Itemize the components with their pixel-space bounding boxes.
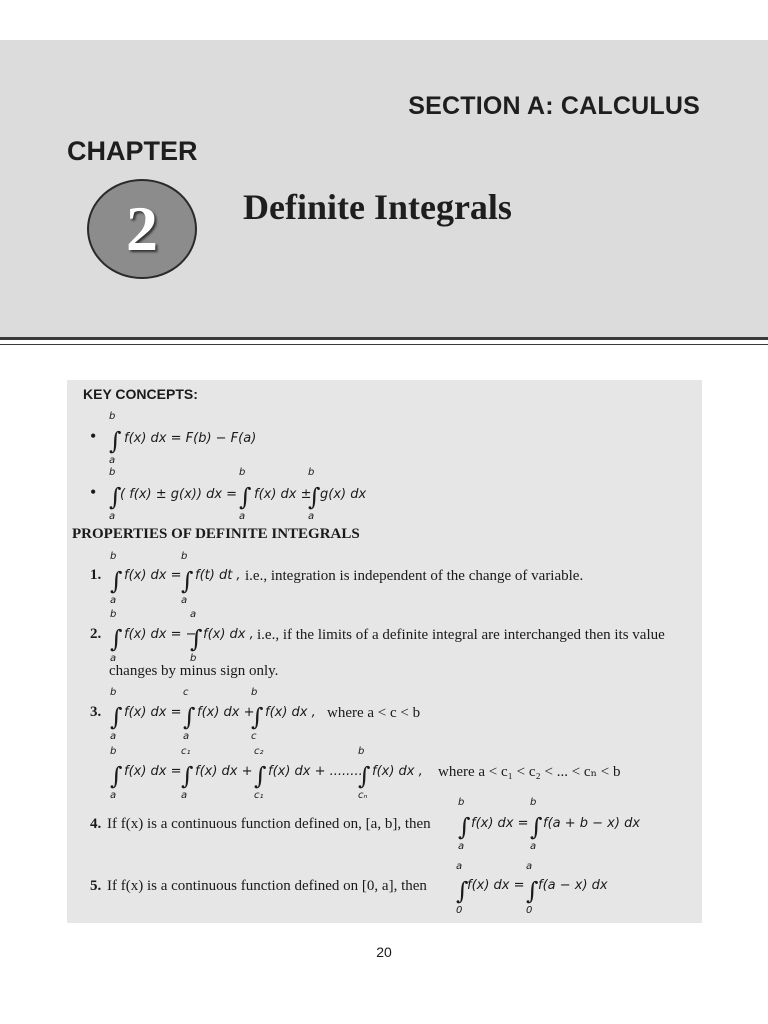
property-4: [90, 798, 700, 856]
integral-symbol: ∫: [109, 483, 122, 511]
lower-limit: a: [110, 790, 117, 801]
integral-sign: [458, 798, 472, 856]
formula-expression: ( f(x) ± g(x)) dx =: [120, 487, 238, 502]
header-rule-thin: [0, 344, 768, 345]
chapter-label: CHAPTER: [67, 136, 198, 166]
header-rule-thick: [0, 337, 768, 340]
property-number: 5.: [90, 878, 102, 894]
lower-limit: a: [183, 731, 190, 742]
upper-limit: b: [109, 467, 116, 478]
lower-limit: a: [181, 595, 188, 606]
property-number: 4.: [90, 816, 102, 832]
formula-expression: f(x) dx =: [124, 764, 182, 779]
lower-limit: 0: [526, 905, 533, 916]
property-3-general: [90, 747, 700, 805]
integral-sign: [110, 610, 124, 668]
formula-expression: f(x) dx = −: [124, 627, 197, 642]
integral-symbol: ∫: [110, 567, 123, 595]
integral-sign: [109, 412, 123, 470]
integral-symbol: ∫: [110, 762, 123, 790]
property-text-continuation: changes by minus sign only.: [109, 663, 279, 679]
chapter-number: 2: [126, 193, 158, 264]
property-number: 2.: [90, 626, 102, 642]
lower-limit: a: [109, 455, 116, 466]
property-number: 3.: [90, 704, 102, 720]
integral-symbol: ∫: [526, 877, 539, 905]
lower-limit: c₁: [254, 790, 264, 801]
formula-expression: f(x) dx =: [471, 816, 529, 831]
formula-expression: f(x) dx ,: [203, 627, 254, 642]
property-3: [90, 688, 700, 746]
integral-symbol: ∫: [110, 703, 123, 731]
integral-symbol: ∫: [358, 762, 371, 790]
upper-limit: b: [110, 551, 117, 562]
property-text: If f(x) is a continuous function defined on [0, a], then: [107, 878, 427, 894]
upper-limit: c₂: [254, 746, 264, 757]
integral-sign: [183, 688, 197, 746]
lower-limit: a: [110, 731, 117, 742]
upper-limit: a: [190, 609, 197, 620]
integral-symbol: ∫: [190, 625, 203, 653]
formula-expression: f(x) dx +: [195, 764, 253, 779]
upper-limit: a: [526, 861, 533, 872]
key-concept-2: [90, 468, 490, 526]
properties-heading: PROPERTIES OF DEFINITE INTEGRALS: [72, 526, 360, 542]
bullet: •: [90, 426, 97, 446]
integral-symbol: ∫: [308, 483, 321, 511]
integral-sign: [181, 552, 195, 610]
lower-limit: a: [458, 841, 465, 852]
upper-limit: b: [181, 551, 188, 562]
formula-expression: f(x) dx ,: [265, 705, 316, 720]
lower-limit: a: [110, 653, 117, 664]
upper-limit: a: [456, 861, 463, 872]
upper-limit: b: [239, 467, 246, 478]
formula-expression: f(a − x) dx: [538, 878, 608, 893]
integral-sign: [181, 747, 195, 805]
integral-sign: [254, 747, 268, 805]
lower-limit: a: [308, 511, 315, 522]
lower-limit: a: [110, 595, 117, 606]
property-text: where a < c₁ < c₂ < ... < cₙ < b: [438, 764, 621, 780]
lower-limit: 0: [456, 905, 463, 916]
integral-symbol: ∫: [251, 703, 264, 731]
lower-limit: cₙ: [358, 790, 368, 801]
integral-symbol: ∫: [458, 813, 471, 841]
page-number: 20: [376, 944, 392, 960]
formula-expression: f(x) dx ±: [254, 487, 312, 502]
lower-limit: a: [181, 790, 188, 801]
lower-limit: a: [109, 511, 116, 522]
formula-expression: f(x) dx + ........: [268, 764, 363, 779]
integral-symbol: ∫: [254, 762, 267, 790]
formula-expression: f(a + b − x) dx: [543, 816, 641, 831]
integral-sign: [110, 688, 124, 746]
upper-limit: b: [458, 797, 465, 808]
formula-expression: f(x) dx =: [124, 568, 182, 583]
property-text: i.e., if the limits of a definite integral are interchanged then its value: [257, 627, 665, 643]
formula-expression: f(x) dx = F(b) − F(a): [124, 431, 257, 446]
integral-symbol: ∫: [239, 483, 252, 511]
integral-sign: [110, 747, 124, 805]
upper-limit: b: [110, 609, 117, 620]
formula-expression: f(x) dx ,: [372, 764, 423, 779]
integral-symbol: ∫: [109, 427, 122, 455]
upper-limit: b: [530, 797, 537, 808]
upper-limit: b: [308, 467, 315, 478]
upper-limit: b: [251, 687, 258, 698]
property-text: where a < c < b: [327, 705, 421, 721]
upper-limit: c: [183, 687, 189, 698]
formula-expression: f(x) dx =: [467, 878, 525, 893]
lower-limit: b: [190, 653, 197, 664]
property-number: 1.: [90, 567, 102, 583]
formula-expression: f(t) dt ,: [195, 568, 241, 583]
integral-symbol: ∫: [530, 813, 543, 841]
integral-sign: [239, 468, 253, 526]
lower-limit: a: [239, 511, 246, 522]
key-concepts-label: KEY CONCEPTS:: [83, 386, 198, 402]
lower-limit: a: [530, 841, 537, 852]
upper-limit: b: [358, 746, 365, 757]
bullet: •: [90, 482, 97, 502]
integral-sign: [251, 688, 265, 746]
integral-symbol: ∫: [181, 762, 194, 790]
upper-limit: b: [110, 687, 117, 698]
formula-expression: g(x) dx: [320, 487, 367, 502]
property-text: i.e., integration is independent of the change of variable.: [245, 568, 584, 584]
integral-symbol: ∫: [456, 877, 469, 905]
upper-limit: b: [109, 411, 116, 422]
property-text: If f(x) is a continuous function defined on, [a, b], then: [107, 816, 431, 832]
chapter-number-badge: [87, 179, 197, 279]
key-concept-1: [90, 412, 490, 470]
integral-symbol: ∫: [181, 567, 194, 595]
upper-limit: b: [110, 746, 117, 757]
property-5: [90, 862, 700, 920]
lower-limit: c: [251, 731, 257, 742]
formula-expression: f(x) dx +: [197, 705, 255, 720]
integral-sign: [110, 552, 124, 610]
property-1: [90, 552, 700, 610]
integral-sign: [358, 747, 372, 805]
chapter-title: Definite Integrals: [243, 187, 512, 227]
integral-symbol: ∫: [183, 703, 196, 731]
section-title: SECTION A: CALCULUS: [408, 92, 700, 120]
upper-limit: c₁: [181, 746, 191, 757]
integral-sign: [530, 798, 544, 856]
integral-symbol: ∫: [110, 625, 123, 653]
formula-expression: f(x) dx =: [124, 705, 182, 720]
integral-sign: [190, 610, 204, 668]
property-2: [90, 610, 700, 690]
